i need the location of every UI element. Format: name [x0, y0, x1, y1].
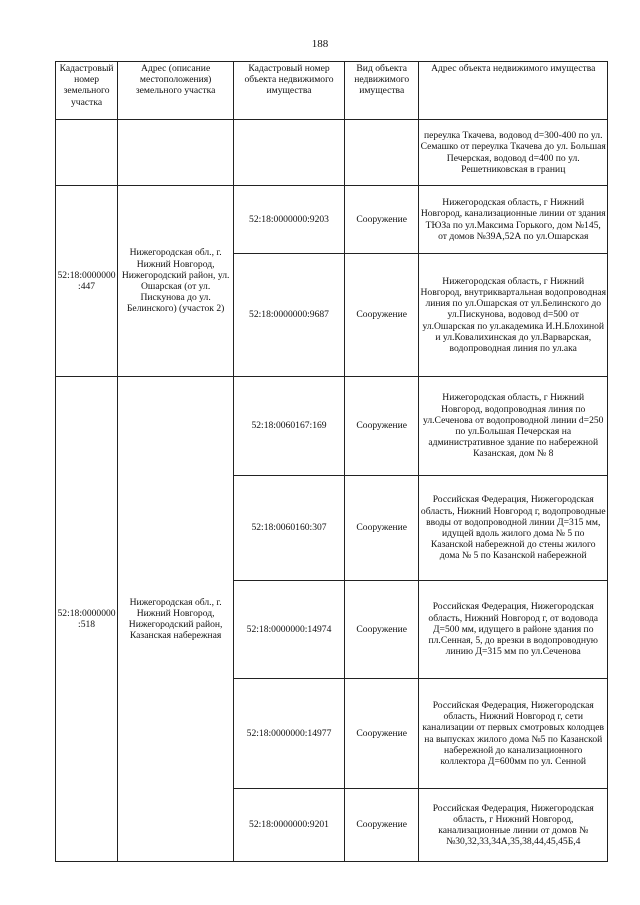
header-row: [56, 62, 608, 120]
object-address: переулка Ткачева, водовод d=300-400 по ул. Семашко от переулка Ткачева до ул. Большая Печерская, водовод d=400 по ул. Решетниковская в границ: [419, 120, 608, 186]
object-kind: Сооружение: [344, 476, 419, 581]
land-address: Нижегородская обл., г. Нижний Новгород, Нижегородский район, ул. Ошарская (от ул. Пискунова до ул. Белинского) (участок 2): [118, 186, 234, 377]
object-kind: Сооружение: [344, 377, 419, 476]
object-address: Нижегородская область, г Нижний Новгород, внутриквартальная водопроводная линия по ул.Ошарская от ул.Белинского до ул.Пискунова, водовод d=500 от ул.Ошарская по ул.академика И.Н.Блохиной и ул.Ковалихинская до ул.Варварская, водопроводная линия по ул.ака: [419, 254, 608, 377]
header-land-cadastral: Кадастровый номер земельного участка: [56, 62, 118, 120]
empty-cell: [56, 120, 118, 186]
empty-cell: [234, 120, 345, 186]
object-kind: Сооружение: [344, 581, 419, 679]
header-land-address: Адрес (описание местоположения) земельного участка: [118, 62, 234, 120]
object-cadastral: 52:18:0000000:14974: [234, 581, 345, 679]
object-cadastral: 52:18:0000000:9687: [234, 254, 345, 377]
empty-cell: [344, 120, 419, 186]
object-kind: Сооружение: [344, 186, 419, 254]
object-cadastral: 52:18:0000000:9203: [234, 186, 345, 254]
object-address: Российская Федерация, Нижегородская область, Нижний Новгород г, сети канализации от первых смотровых колодцев на выпусках жилого дома №5 по Казанской набережной до канализационного коллектора Д=600мм по ул. Сенной: [419, 679, 608, 789]
object-kind: Сооружение: [344, 254, 419, 377]
table-row: [56, 377, 608, 476]
object-cadastral: 52:18:0060160:307: [234, 476, 345, 581]
object-cadastral: 52:18:0000000:9201: [234, 789, 345, 862]
object-cadastral: 52:18:0060167:169: [234, 377, 345, 476]
header-object-address: Адрес объекта недвижимого имущества: [419, 62, 608, 120]
land-cadastral: 52:18:0000000:447: [56, 186, 118, 377]
object-address: Нижегородская область, г Нижний Новгород, канализационные линии от здания ТЮЗа по ул.Максима Горького, дом №145, от домов №39А,52А по ул.Ошарская: [419, 186, 608, 254]
land-address: Нижегородская обл., г. Нижний Новгород, Нижегородский район, Казанская набережная: [118, 377, 234, 862]
object-address: Нижегородская область, г Нижний Новгород, водопроводная линия по ул.Сеченова от водопроводной линии d=250 по ул.Большая Печерская на административное здание по набережной Казанская, дом № 8: [419, 377, 608, 476]
object-kind: Сооружение: [344, 789, 419, 862]
table-row: [56, 186, 608, 254]
object-cadastral: 52:18:0000000:14977: [234, 679, 345, 789]
object-address: Российская Федерация, Нижегородская область, Нижний Новгород г, водопроводные вводы от водопроводной линии Д=315 мм, идущей вдоль жилого дома № 5 по Казанской набережной до стены жилого дома № 5 по Казанской набережной: [419, 476, 608, 581]
land-cadastral: 52:18:0000000:518: [56, 377, 118, 862]
empty-cell: [118, 120, 234, 186]
object-address: Российская Федерация, Нижегородская область, Нижний Новгород г, от водовода Д=500 мм, идущего в районе здания по пл.Сенная, 5, до врезки в водопроводную линию Д=315 мм по ул.Сеченова: [419, 581, 608, 679]
cadastral-table: [55, 61, 608, 862]
object-address: Российская Федерация, Нижегородская область, г Нижний Новгород, канализационные линии от домов №№30,32,33,34А,35,38,44,45,45Б,4: [419, 789, 608, 862]
table-row: [56, 120, 608, 186]
page-number: 188: [311, 38, 329, 50]
object-kind: Сооружение: [344, 679, 419, 789]
header-object-cadastral: Кадастровый номер объекта недвижимого имущества: [234, 62, 345, 120]
header-object-kind: Вид объекта недвижимого имущества: [344, 62, 419, 120]
